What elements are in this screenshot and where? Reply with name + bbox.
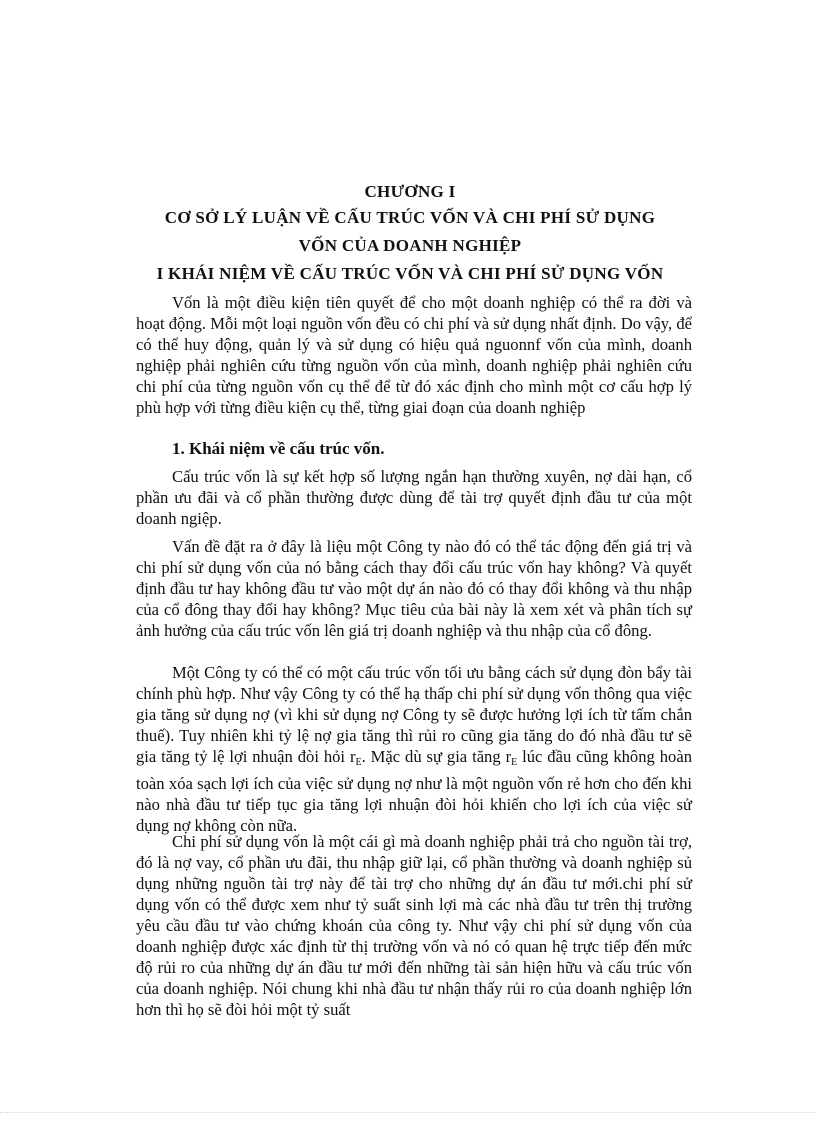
paragraph-cost-of-capital: Chi phí sử dụng vốn là một cái gì mà doanh nghiệp phải trả cho nguồn tài trợ, đó là nợ vay, cổ phần ưu đãi, thu nhập giữ lại, cổ phần thường và doanh nghiệp sủ dụng những nguồn tài trợ này để tài trợ cho những dự án đầu tư mới.chi phí sử dụng vốn có thể được xem như tỷ suất sinh lợi mà các nhà đầu tư trên thị trường yêu cầu đầu tư vào chứng khoán của công ty. Như vậy chi phí sử dụng vốn của doanh nghiệp được xác định từ thị trường vốn và nó có quan hệ trực tiếp đến mức độ rủi ro của những dự án đầu tư mới đến những tài sản hiện hữu và cấu trúc vốn của doanh nghiệp. Nói chung khi nhà đầu tư nhận thấy rủi ro của doanh nghiệp lớn hơn thì họ sẽ đòi hỏi một tỷ suất <box>136 832 692 1019</box>
intro-paragraph: Vốn là một điều kiện tiên quyết để cho một doanh nghiệp có thể ra đời và hoạt động. Mỗi một loại nguồn vốn đều có chi phí và sử dụng nhất định. Do vậy, để có thể huy động, quản lý và sử dụng có hiệu quả nguonnf vốn của mình, doanh nghiệp phải nghiên cứu từng nguồn vốn của mình, doanh nghiệp phải nghiên cứu chi phí của từng nguồn vốn cụ thể để từ đó xác định cho mình một cơ cấu hợp lý phù hợp với từng điều kiện cụ thể, từng giai đoạn của doanh nghiệp <box>136 293 692 417</box>
return-symbol: $r_E$ <box>349 747 362 768</box>
subsection-title: 1. Khái niệm về cấu trúc vốn. <box>172 439 385 458</box>
paragraph-text-part2: . Mặc dù sự gia tăng <box>361 747 506 766</box>
paragraph-text-part3: lúc đầu cũng không hoàn toàn xóa sạch lợi ích của việc sử dụng nợ như là một nguồn vốn rẻ hơn cho đến khi nào nhà đầu tư tiếp tục gia tăng lợi nhuận đòi hỏi khiến cho lợi ích của việc sử dụng nợ không còn nữa. <box>136 747 692 835</box>
chapter-title-line2: VỐN CỦA DOANH NGHIỆP <box>298 236 522 255</box>
paragraph-text-part1: Một Công ty có thể có một cấu trúc vốn tối ưu bằng cách sử dụng đòn bẩy tài chính phù hợp. Như vậy Công ty có thể hạ thấp chi phí sử dụng vốn thông qua việc gia tăng sử dụng nợ (vì khi sử dụng nợ Công ty sẽ được hưởng lợi ích từ tấm chắn thuế). Tuy nhiên khi tỷ lệ nợ gia tăng thì rủi ro cũng gia tăng do đó nhà đầu tư sẽ gia tăng tỷ lệ lợi nhuận đòi hỏi <box>136 663 692 766</box>
paragraph-optimal-structure <box>136 662 692 836</box>
page-edge-divider <box>0 1112 816 1113</box>
return-symbol: $r_E$ <box>505 747 518 768</box>
section-heading: I KHÁI NIỆM VỀ CẤU TRÚC VỐN VÀ CHI PHÍ SỬ DỤNG VỐN <box>156 264 664 283</box>
chapter-number: CHƯƠNG I <box>364 182 456 201</box>
paragraph-capital-structure-definition: Cấu trúc vốn là sự kết hợp số lượng ngắn hạn thường xuyên, nợ dài hạn, cổ phần ưu đãi và cổ phần thường được dùng để tài trợ quyết định đầu tư của một doanh ngiệp. <box>136 467 692 528</box>
paragraph-problem-statement: Vấn đề đặt ra ở đây là liệu một Công ty nào đó có thể tác động đến giá trị và chi phí sử dụng vốn của nó bằng cách thay đổi cấu trúc vốn hay không? Và quyết định đầu tư hay không đầu tư vào một dự án nào đó có thay đổi không và thu nhập của cổ đông thay đổi hay không? Mục tiêu của bài này là xem xét và phân tích sự ảnh hưởng của cấu trúc vốn lên giá trị doanh nghiệp và thu nhập của cổ đông. <box>136 537 692 640</box>
chapter-title-line1: CƠ SỞ LÝ LUẬN VỀ CẤU TRÚC VỐN VÀ CHI PHÍ SỬ DỤNG <box>164 208 656 227</box>
